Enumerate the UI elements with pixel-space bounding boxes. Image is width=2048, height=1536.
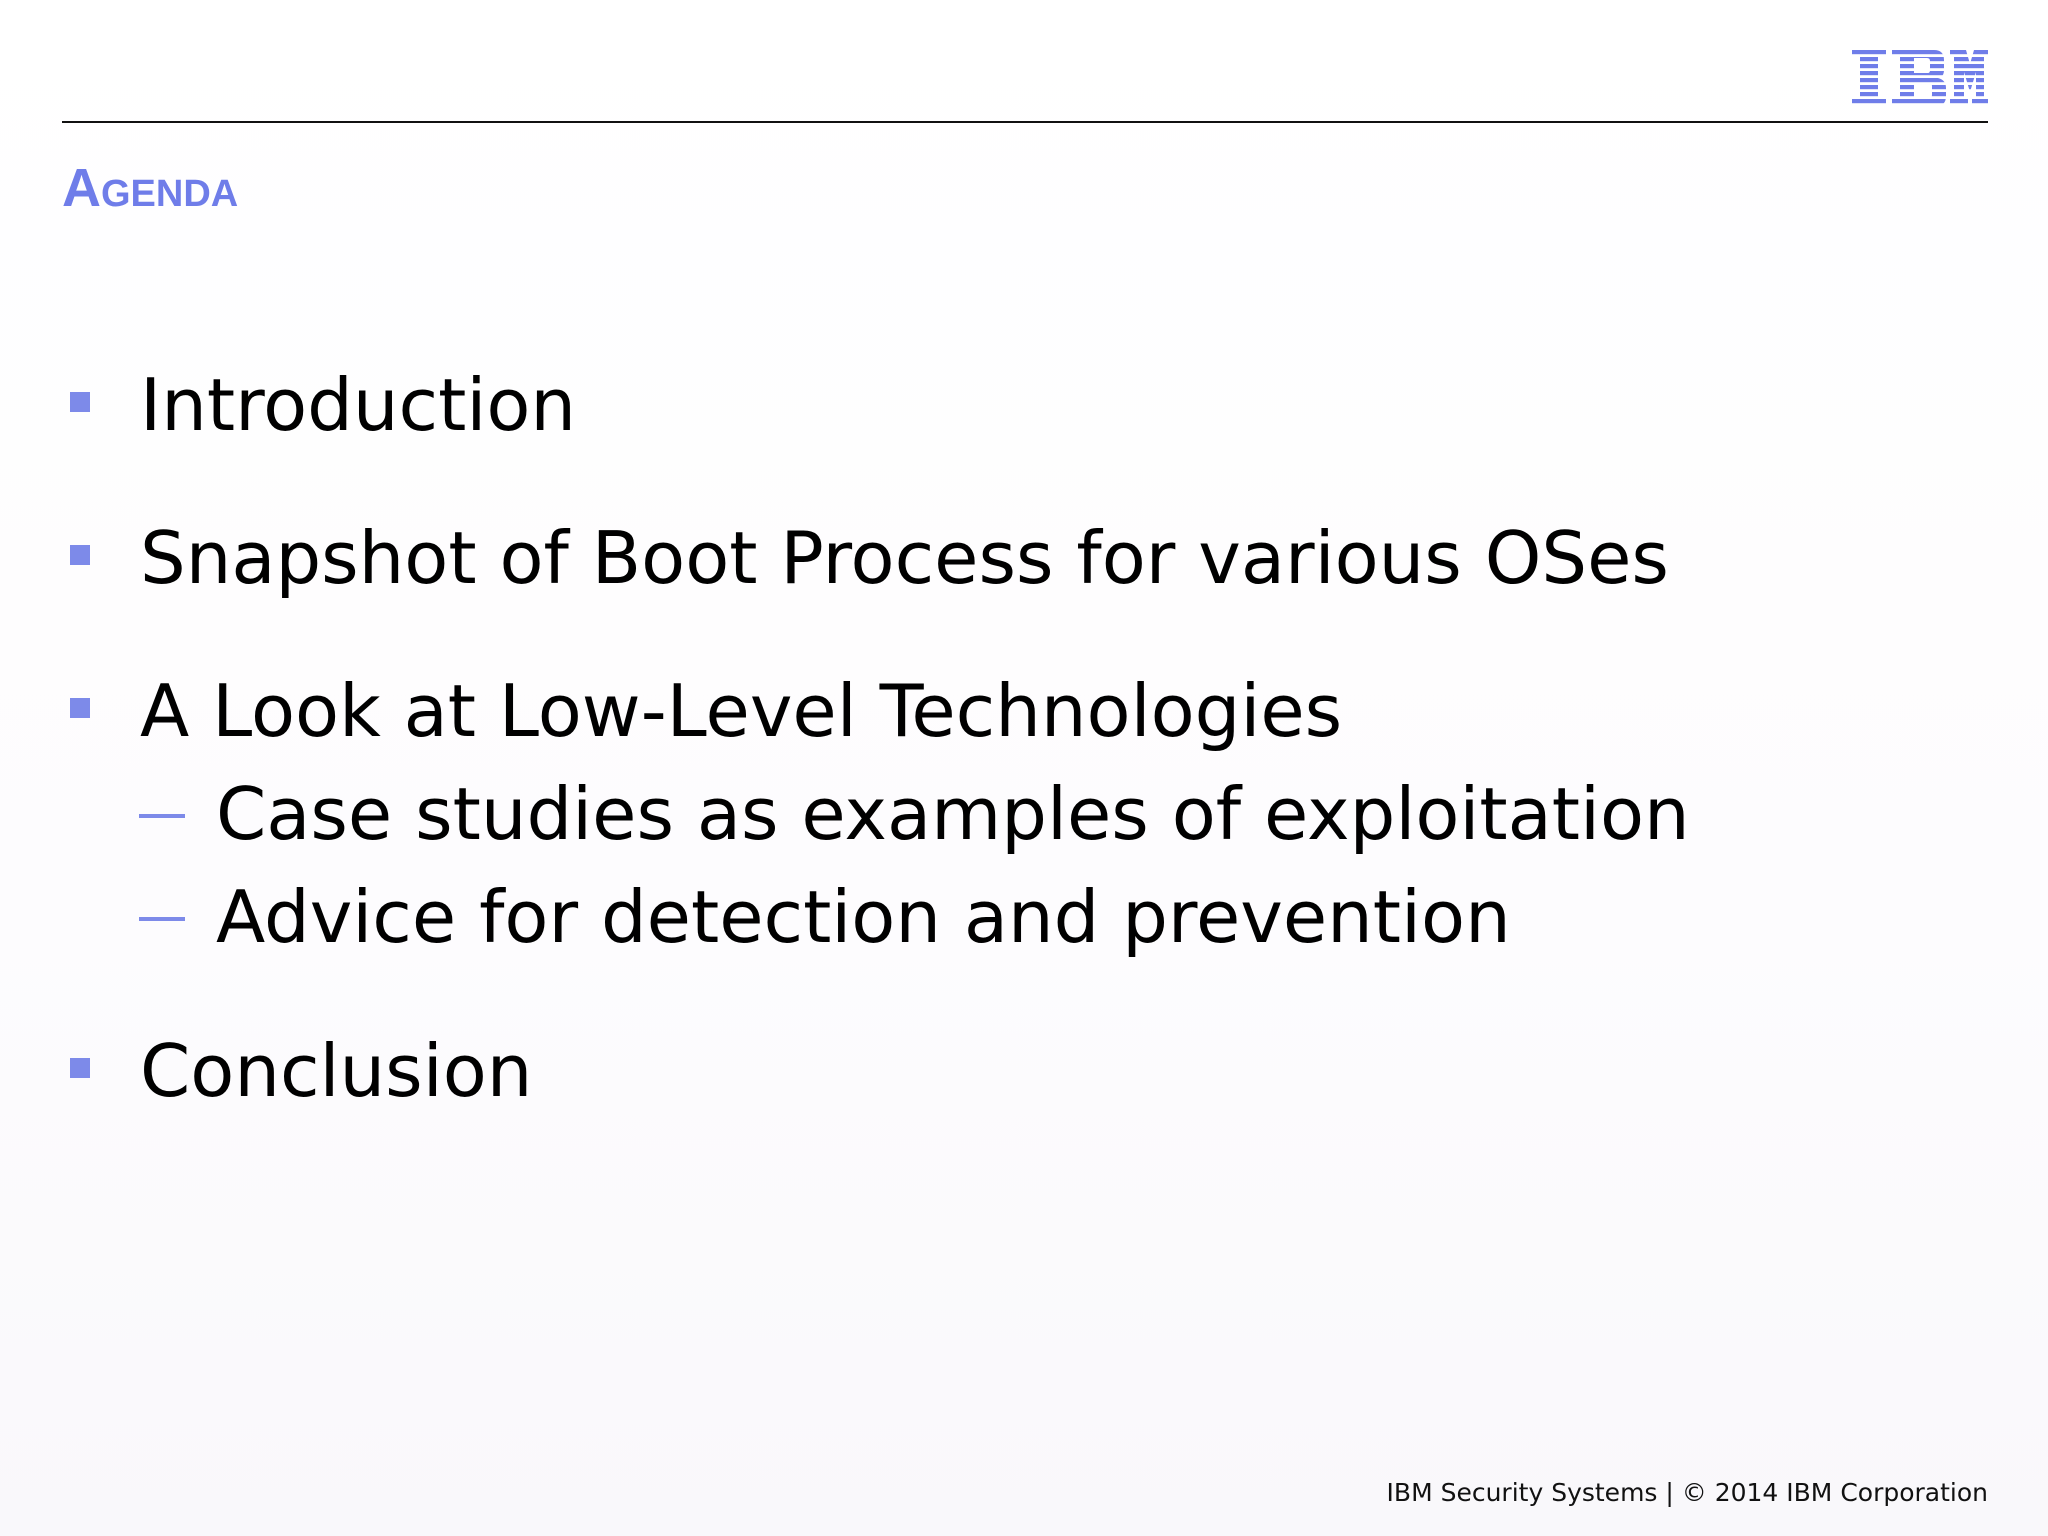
dash-bullet-icon (139, 814, 185, 818)
agenda-subitem-case-studies: Case studies as examples of exploitation (216, 772, 1690, 856)
agenda-item-introduction: Introduction (140, 363, 577, 447)
agenda-item-conclusion: Conclusion (140, 1029, 533, 1113)
dash-bullet-icon (139, 917, 185, 921)
bullet-square-icon (70, 698, 90, 718)
footer-copyright: IBM Security Systems | © 2014 IBM Corporation (1386, 1478, 1988, 1507)
bullet-square-icon (70, 1058, 90, 1078)
ibm-logo-icon (1852, 50, 1988, 106)
slide-title: Agenda (62, 158, 239, 218)
header-divider (62, 121, 1988, 123)
bullet-square-icon (70, 392, 90, 412)
agenda-item-boot-process: Snapshot of Boot Process for various OSes (140, 516, 1669, 600)
bullet-square-icon (70, 545, 90, 565)
agenda-subitem-advice: Advice for detection and prevention (216, 875, 1511, 959)
agenda-item-low-level-technologies: A Look at Low-Level Technologies (140, 669, 1343, 753)
